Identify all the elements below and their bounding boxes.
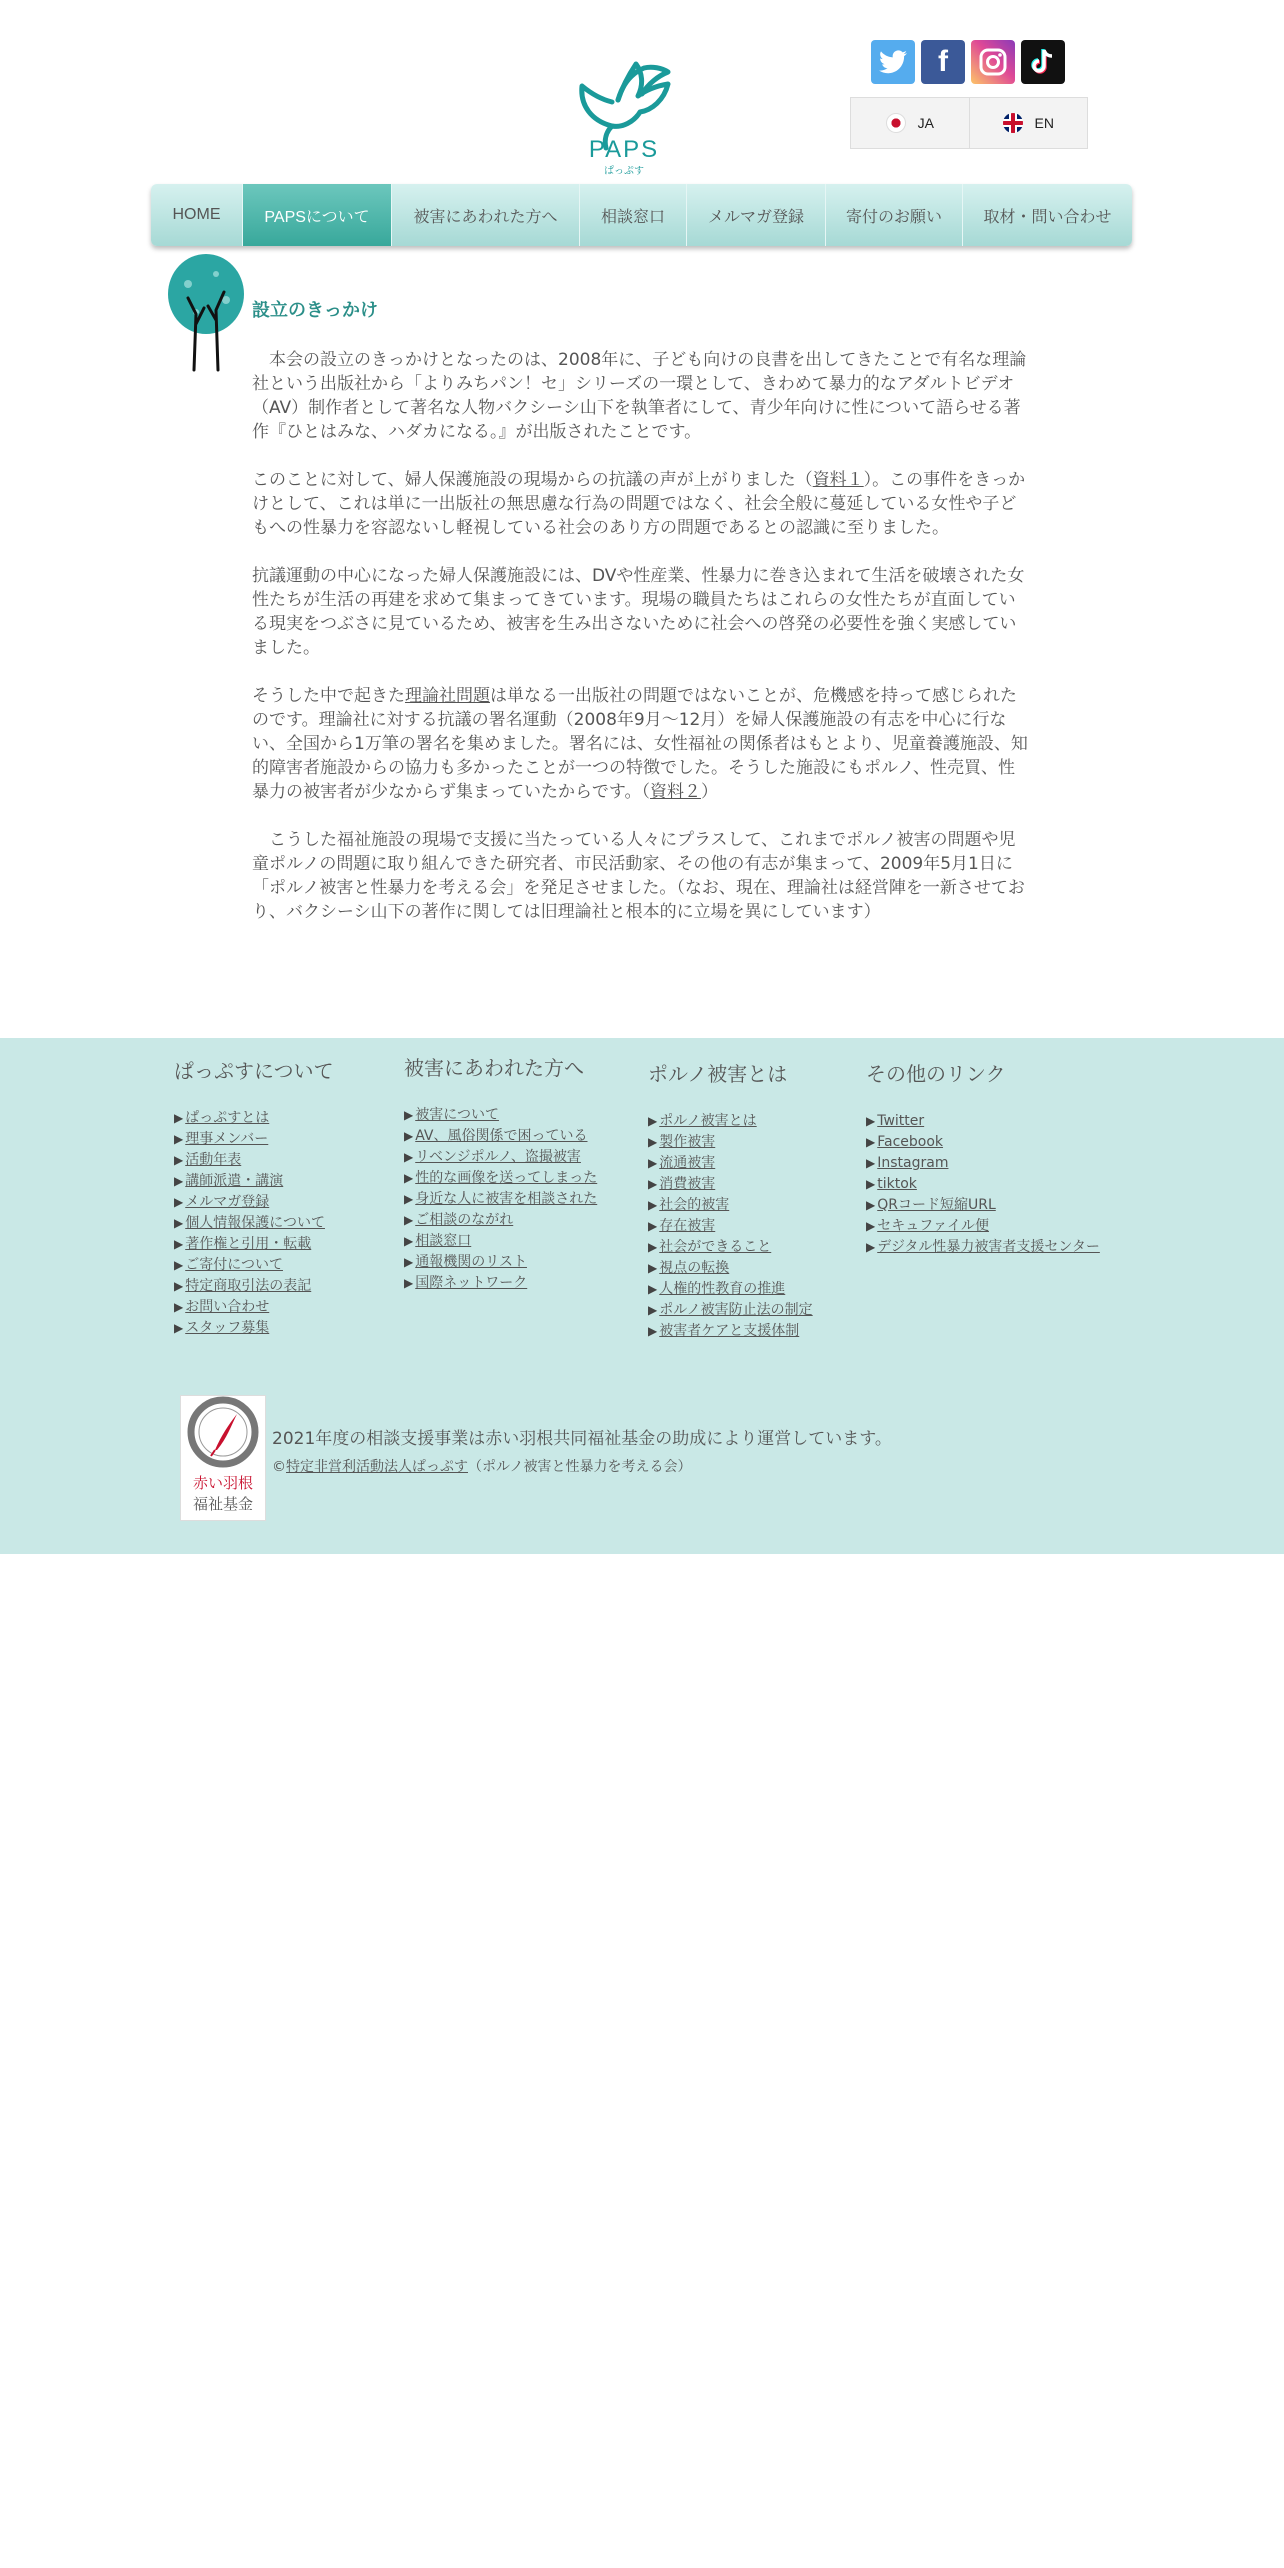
paragraph-3: 抗議運動の中心になった婦人保護施設には、DVや性産業、性暴力に巻き込まれて生活を破壊された女性たちが生活の再建を求めて集まってきています。現場の職員たちはこれらの女性たちが直面している現実をつぶさに見ているため、被害を生み出さないために社会への啓発の必要性を強く実感していました。	[252, 566, 1025, 658]
footer-link-list	[404, 1105, 597, 1294]
footer-column-title: 被害にあわれた方へ	[404, 1056, 584, 1080]
footer-list-item	[866, 1174, 1100, 1195]
footer-list-item	[174, 1129, 334, 1150]
instagram-icon[interactable]	[971, 40, 1015, 84]
footer-list-item	[648, 1195, 813, 1216]
document-2-link[interactable]: 資料２	[649, 782, 701, 802]
footer-link[interactable]: 身近な人に被害を相談された	[415, 1191, 598, 1207]
footer-list-item	[648, 1279, 813, 1300]
footer-link[interactable]: 人権的性教育の推進	[659, 1281, 786, 1297]
footer-link[interactable]: ポルノ被害とは	[659, 1113, 757, 1129]
footer-list-item	[648, 1174, 813, 1195]
footer-link[interactable]: QRコード短縮URL	[877, 1197, 996, 1213]
footer-column-title: ポルノ被害とは	[648, 1062, 788, 1086]
footer-list-item	[648, 1321, 813, 1342]
footer-list-item	[866, 1132, 1100, 1153]
footer-link[interactable]: Facebook	[877, 1134, 944, 1150]
footer-list-item	[404, 1189, 597, 1210]
paragraph-2	[252, 468, 1028, 540]
footer-list-item	[648, 1237, 813, 1258]
logo-text: PAPS	[588, 136, 660, 163]
org-link[interactable]: 特定非営利活動法人ぱっぷす	[286, 1459, 468, 1475]
badge-line-2: 福祉基金	[192, 1495, 253, 1513]
language-ja-label: JA	[917, 115, 934, 131]
badge-line-1: 赤い羽根	[192, 1474, 253, 1492]
footer-link[interactable]: 特定商取引法の表記	[185, 1278, 312, 1294]
japan-flag-icon	[886, 113, 906, 133]
rironsha-issue-link[interactable]: 理論社問題	[405, 686, 490, 706]
nav-about-paps[interactable]: PAPSについて	[243, 184, 392, 246]
nav-home[interactable]: HOME	[151, 184, 243, 246]
footer-list-item	[404, 1147, 597, 1168]
footer-link[interactable]: 社会ができること	[659, 1239, 772, 1255]
red-feather-icon	[181, 1396, 265, 1468]
footer-list-item	[174, 1255, 334, 1276]
footer-column-victims	[404, 1052, 597, 1294]
copyright-symbol: ©	[272, 1459, 286, 1475]
footer-list-item	[174, 1276, 334, 1297]
paragraph-4-text-a: そうした中で起きた	[252, 686, 405, 706]
footer-link[interactable]: 被害について	[415, 1107, 499, 1123]
footer-list-item	[174, 1234, 334, 1255]
footer-link[interactable]: Twitter	[877, 1113, 925, 1129]
footer-list-item	[174, 1192, 334, 1213]
nav-donation[interactable]: 寄付のお願い	[826, 184, 963, 246]
footer-link-list	[174, 1108, 334, 1339]
footer-link[interactable]: デジタル性暴力被害者支援センター	[877, 1239, 1100, 1255]
footer-list-item	[404, 1168, 597, 1189]
footer-link[interactable]: 相談窓口	[415, 1233, 472, 1249]
footer-link[interactable]: メルマガ登録	[185, 1194, 270, 1210]
footer-list-item	[174, 1150, 334, 1171]
paragraph-4-text-c: ）	[700, 782, 718, 802]
nav-contact[interactable]: 取材・問い合わせ	[983, 208, 1112, 226]
article-body	[252, 348, 1028, 948]
paragraph-2-text-a: このことに対して、婦人保護施設の現場からの抗議の声が上がりました（	[252, 470, 813, 490]
footer-link[interactable]: Instagram	[877, 1155, 949, 1171]
footer-link[interactable]: 通報機関のリスト	[415, 1254, 527, 1270]
footer-column-title: ぱっぷすについて	[174, 1059, 334, 1083]
nav-for-victims[interactable]: 被害にあわれた方へ	[392, 184, 580, 246]
tiktok-icon[interactable]	[1021, 40, 1065, 84]
footer-link[interactable]: 著作権と引用・転載	[185, 1236, 312, 1252]
footer-list-item	[174, 1297, 334, 1318]
red-feather-fund-badge[interactable]	[180, 1395, 266, 1521]
footer-link[interactable]: 活動年表	[185, 1152, 242, 1168]
footer-link[interactable]: ぱっぷすとは	[185, 1110, 270, 1126]
org-suffix: （ポルノ被害と性暴力を考える会）	[468, 1459, 692, 1475]
footer-link[interactable]: tiktok	[877, 1176, 917, 1192]
footer-link[interactable]: リベンジポルノ、盗撮被害	[415, 1149, 581, 1165]
footer-list-item	[866, 1195, 1100, 1216]
footer-link[interactable]: ご相談のながれ	[415, 1212, 514, 1228]
copyright-line	[272, 1456, 691, 1476]
footer-list-item	[404, 1105, 597, 1126]
footer-column-about	[174, 1055, 334, 1339]
paragraph-4-text-b: は単なる一出版社の問題ではないことが、危機感を持って感じられたのです。理論社に対する抗議の署名運動（2008年9月～12月）を婦人保護施設の有志を中心に行ない、全国から1万筆の署名を集めました。署名には、女性福祉の関係者はもとより、児童養護施設、知的障害者施設からの協力も多かったことが一つの特徴でした。そうした施設にもポルノ、性売買、性暴力の被害者が少なからず集まっていたからです。（	[252, 686, 1028, 802]
nav-consultation[interactable]: 相談窓口	[580, 184, 687, 246]
footer-link[interactable]: ご寄付について	[185, 1257, 283, 1273]
footer-list-item	[404, 1231, 597, 1252]
footer-list-item	[174, 1108, 334, 1129]
paragraph-4	[252, 684, 1028, 804]
logo-subtext: ぱっぷす	[604, 166, 644, 177]
footer-link[interactable]: 存在被害	[659, 1218, 716, 1234]
language-ja-button[interactable]	[851, 98, 969, 148]
footer-link[interactable]: 視点の転換	[659, 1260, 730, 1276]
footer-list-item	[648, 1300, 813, 1321]
main-navigation	[151, 184, 1132, 246]
language-en-label: EN	[1034, 115, 1054, 131]
footer-link[interactable]: 製作被害	[659, 1134, 716, 1150]
footer-link[interactable]: セキュファイル便	[877, 1218, 989, 1234]
footer-link[interactable]: お問い合わせ	[185, 1299, 270, 1315]
footer-column-other-links	[866, 1058, 1100, 1258]
tree-icon	[166, 254, 246, 374]
footer-link-list	[648, 1111, 813, 1342]
footer-link[interactable]: 被害者ケアと支援体制	[659, 1323, 800, 1339]
footer-column-porn-harm	[648, 1058, 813, 1342]
footer-link[interactable]: 流通被害	[659, 1155, 716, 1171]
footer-list-item	[648, 1132, 813, 1153]
footer-list-item	[648, 1111, 813, 1132]
footer-list-item	[648, 1216, 813, 1237]
footer-list-item	[174, 1318, 334, 1339]
document-1-link[interactable]: 資料１	[812, 470, 864, 490]
footer-list-item	[404, 1273, 597, 1294]
footer-link[interactable]: 国際ネットワーク	[415, 1275, 528, 1291]
section-heading: 設立のきっかけ	[252, 300, 378, 321]
paragraph-1: 本会の設立のきっかけとなったのは、2008年に、子ども向けの良書を出してきたことで有名な理論社という出版社から「よりみちパン！セ」シリーズの一環として、きわめて暴力的なアダルトビデオ（AV）制作者として著名な人物バクシーシ山下を執筆者にして、青少年向けに性について語らせる著作『ひとはみな、ハダカになる。』が出版されたことです。	[252, 350, 1027, 442]
footer-list-item	[866, 1153, 1100, 1174]
facebook-icon[interactable]: f	[921, 40, 965, 84]
language-en-button[interactable]	[969, 98, 1088, 148]
footer-column-title: その他のリンク	[866, 1062, 1006, 1086]
twitter-icon[interactable]	[871, 40, 915, 84]
footer-list-item	[174, 1171, 334, 1192]
footer-list-item	[648, 1153, 813, 1174]
footer-list-item	[866, 1111, 1100, 1132]
footer-list-item	[404, 1252, 597, 1273]
footer-list-item	[648, 1258, 813, 1279]
footer-list-item	[174, 1213, 334, 1234]
footer-link[interactable]: スタッフ募集	[185, 1320, 270, 1336]
footer-link[interactable]: 講師派遣・講演	[185, 1173, 284, 1189]
footer-list-item	[404, 1126, 597, 1147]
footer-link[interactable]: AV、風俗関係で困っている	[415, 1128, 588, 1144]
grant-notice: 2021年度の相談支援事業は赤い羽根共同福祉基金の助成により運営しています。	[272, 1429, 892, 1449]
footer-list-item	[866, 1237, 1100, 1258]
footer-list-item	[404, 1210, 597, 1231]
footer-link[interactable]: 性的な画像を送ってしまった	[415, 1170, 598, 1186]
footer-link[interactable]: 理事メンバー	[185, 1131, 269, 1147]
footer-link[interactable]: 社会的被害	[659, 1197, 730, 1213]
footer-link[interactable]: 個人情報保護について	[185, 1215, 325, 1231]
footer-link[interactable]: ポルノ被害防止法の制定	[659, 1302, 813, 1318]
paragraph-5: こうした福祉施設の現場で支援に当たっている人々にプラスして、これまでポルノ被害の問題や児童ポルノの問題に取り組んできた研究者、市民活動家、その他の有志が集まって、2009年5月1日に「ポルノ被害と性暴力を考える会」を発足させました。（なお、現在、理論社は経営陣を一新させており、バクシーシ山下の著作に関しては旧理論社と根本的に立場を異にしています）	[252, 830, 1025, 922]
uk-flag-icon	[1003, 113, 1023, 133]
paragraph-2-text-b: ）。この事件をきっかけとして、これは単に一出版社の無思慮な行為の問題ではなく、社会全般に蔓延している女性や子どもへの性暴力を容認ないし軽視している社会のあり方の問題であるとの認識に至りました。	[252, 470, 1026, 538]
language-selector	[850, 97, 1088, 149]
footer-link[interactable]: 消費被害	[659, 1176, 716, 1192]
nav-newsletter[interactable]: メルマガ登録	[687, 184, 826, 246]
footer-link-list	[866, 1111, 1100, 1258]
footer-list-item	[866, 1216, 1100, 1237]
